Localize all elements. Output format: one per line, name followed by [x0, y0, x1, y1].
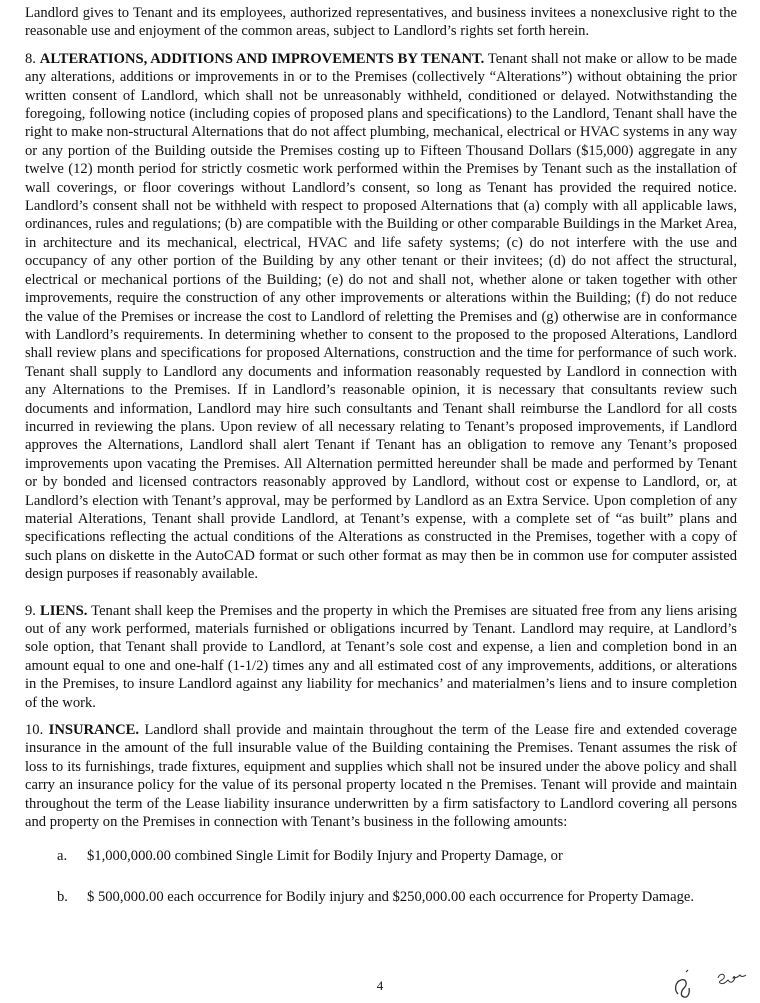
handwritten-initials [672, 960, 760, 1000]
section-8-body: Tenant shall not make or allow to be made any alterations, additions or improvements in or to the Premises (collectively “Alterations”) without obtaining the prior written consent of Landlord, which shall not be unreasonably withheld, conditioned or delayed. Notwithstanding the foregoing, following notice (including copies of proposed plans and specifications) to the Landlord, Tenant shall have the right to make non-structural Alternations that do not affect plumbing, mechanical, electrical or HVAC systems in any way or any portion of the Building outside the Premises costing up to Fifteen Thousand Dollars ($15,000) aggregate in any twelve (12) month period for strictly cosmetic work performed within the Premises by Tenant such as the installation of wall coverings, or floor coverings without Landlord’s consent, so long as Tenant has provided the required notice. Landlord’s consent shall not be withheld with respect to proposed Alternations that (a) comply with all applicable laws, ordinances, rules and regulations; (b) are compatible with the Building or other comparable Buildings in the Market Area, in architecture and its mechanical, electrical, HVAC and life safety systems; (c) do not interfere with the use and occupancy of any other portion of the Building by any other tenant or their invitees; (d) do not affect the structural, electrical or mechanical portions of the Building; (e) do not and shall not, whether alone or taken together with other improvements, require the construction of any other improvements or alterations within the Building; (f) do not reduce the value of the Premises or increase the cost to Landlord of reletting the Premises and (g) otherwise are in conformance with Landlord’s requirements. In determining whether to consent to the proposed to the proposed Alterations, Landlord shall review plans and specifications for proposed Alternations, construction and the time for performance of such work. Tenant shall supply to Landlord any documents and information reasonably requested by Landlord in connection with any Alternations to the Premises. If in Landlord’s reasonable opinion, it is necessary that consultants review such documents and information, Landlord may hire such consultants and Tenant shall reimburse the Landlord for all costs incurred in reviewing the plans. Upon review of all necessary relating to Tenant’s proposed improvements, if Landlord approves the Alternations, Landlord shall alert Tenant if Tenant has an obligation to remove any Tenant’s proposed improvements upon vacating the Premises. All Alternation permitted hereunder shall be made and performed by Tenant or by bonded and licensed contractors reasonably approved by Landlord, without cost or expense to Landlord, or, at Landlord’s election with Tenant’s approval, may be performed by Landlord as an Extra Service. Upon completion of any material Alterations, Tenant shall provide Landlord, at Tenant’s expense, with a complete set of “as built” plans and specifications reflecting the actual conditions of the Alterations as constructed in the Premises, together with a copy of such plans on diskette in the AutoCAD format or such other format as may then be in common use for computer assisted design purposes if reasonably available. [25, 50, 738, 583]
section-9-number: 9. [25, 602, 36, 619]
section-10-heading: INSURANCE. [48, 722, 140, 739]
section-10-paragraph [25, 721, 737, 831]
section-8-heading: ALTERATIONS, ADDITIONS AND IMPROVEMENTS BY TENANT. [39, 50, 485, 67]
list-item-letter: b. [57, 888, 68, 905]
section-9-heading: LIENS. [39, 602, 88, 619]
list-item-letter: a. [57, 848, 68, 865]
section-10-number: 10. [25, 722, 44, 739]
section-8-number: 8. [25, 50, 36, 67]
list-item [57, 847, 737, 865]
section-9-body: Tenant shall keep the Premises and the property in which the Premises are situated free from any liens arising out of any work performed, materials furnished or obligations incurred by Tenant. Landlord may require, at Landlord’s sole option, that Tenant shall provide to Landlord, at Tenant’s sole cost and expense, a lien and completion bond in an amount equal to one and one-half (1-1/2) times any and all estimated cost of any improvements, additions, or alterations in the Premises, to insure Landlord against any liability for mechanics’ and materialmen’s liens and to insure completion of the work. [25, 602, 737, 711]
list-item-text: $ 500,000.00 each occurrence for Bodily injury and $250,000.00 each occurrence for Property Damage. [87, 888, 695, 905]
document-page [25, 4, 737, 928]
intro-paragraph: Landlord gives to Tenant and its employees, authorized representatives, and business invitees a nonexclusive right to the reasonable use and enjoyment of the common areas, subject to Landlord’s rights set forth herein. [25, 5, 737, 40]
list-item-text: $1,000,000.00 combined Single Limit for Bodily Injury and Property Damage, or [87, 848, 563, 865]
section-8-paragraph [25, 50, 737, 584]
insurance-amounts-list [25, 847, 737, 906]
page-number: 4 [376, 978, 384, 993]
section-9-paragraph [25, 602, 737, 712]
list-item [57, 888, 737, 906]
section-10-body: Landlord shall provide and maintain throughout the term of the Lease fire and extended coverage insurance in the amount of the full insurable value of the Building containing the Premises. Tenant assumes the risk of loss to its furnishings, trade fixtures, equipment and supplies which shall not be insured under the above policy and shall carry an insurance policy for the value of its personal property located n the Premises. Tenant will provide and maintain throughout the term of the Lease liability insurance underwritten by a firm satisfactory to Landlord covering all persons and property on the Premises in connection with Tenant’s business in the following amounts: [25, 722, 737, 831]
